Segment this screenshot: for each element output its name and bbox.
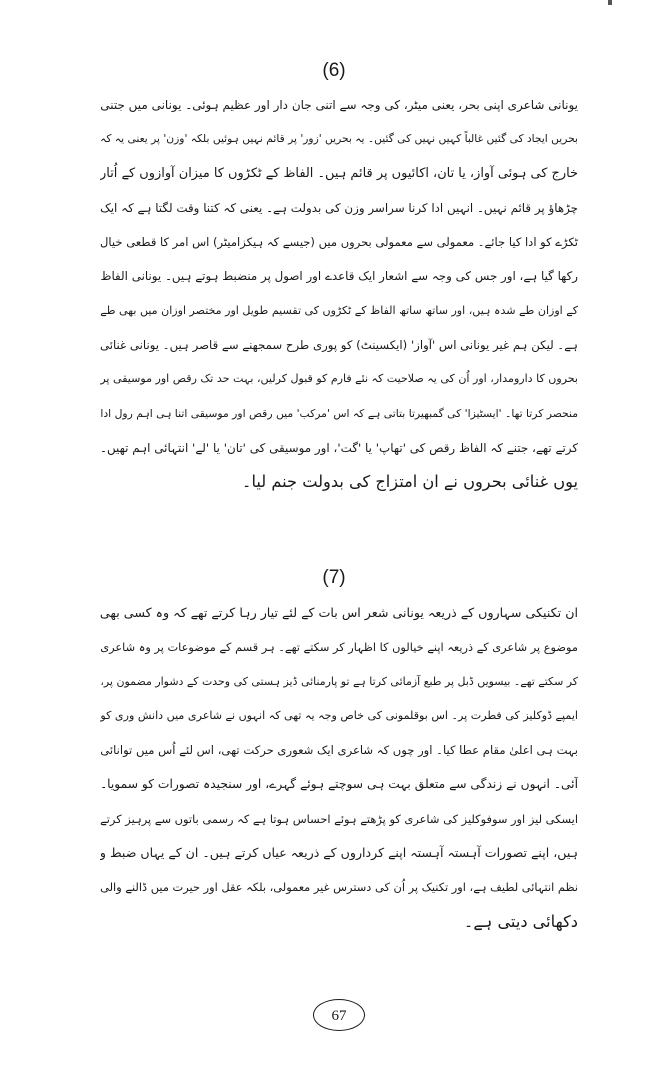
section-number-6: (6) [322, 60, 346, 81]
text-line: بحریں ایجاد کی گئیں غالباً کہیں نہیں کی گئیں۔ یہ بحریں 'زور' پر قائم نہیں ہوئیں بلکہ 'وزن' پر یعنی یہ کہ [100, 132, 578, 146]
page-number: 67 [313, 999, 365, 1031]
text-line: ایمپے ڈوکلیز کی فطرت پر۔ اس بوقلمونی کی خاص وجہ یہ تھی کہ انہوں نے شاعری میں دانش وری کو [100, 708, 578, 722]
text-line: خارج کی ہوئی آواز، یا تان، اکائیوں پر قائم ہیں۔ الفاظ کے ٹکڑوں کا میزان آوازوں کے اُتار [100, 165, 578, 181]
scan-speck [608, 0, 612, 5]
text-line: کرتے تھے، جتنے کہ الفاظ رقص کی 'تھاپ' یا 'گت'، اور موسیقی کی 'تان' یا 'لے' انتہائی اہم تھیں۔ [100, 440, 578, 455]
text-line: بہت ہی اعلیٰ مقام عطا کیا۔ اور چوں کہ شاعری ایک شعوری حرکت تھی، اس لئے اُس میں توانائی [100, 743, 578, 758]
text-line: ان تکنیکی سہاروں کے ذریعہ یونانی شعر اس بات کے لئے تیار رہا کرتے تھے کہ وہ کسی بھی [100, 605, 578, 620]
text-line: ایسکی لیز اور سوفوکلیز کی شاعری کو پڑھتے ہوئے احساس ہوتا ہے کہ رسمی باتوں سے پرہیز کرتے [100, 811, 578, 826]
text-line: موضوع پر شاعری کے ذریعہ اپنے خیالوں کا اظہار کر سکتے تھے۔ ہر قسم کے موضوعات پر وہ شاعری [100, 640, 578, 655]
text-line: ٹکڑے کو ادا کیا جائے۔ معمولی سے معمولی بحروں میں (جیسے کہ ہیکزامیٹر) اس امر کا قطعی خیال [100, 235, 578, 250]
text-line: یوں غنائی بحروں نے ان امتزاج کی بدولت جنم لیا۔ [242, 472, 578, 492]
text-line: کے اوزان طے شدہ ہیں، اور ساتھ ساتھ الفاظ کے ٹکڑوں کی تقسیم طویل اور مختصر اوزان میں بھی طے [100, 303, 578, 317]
text-line: منحصر کرتا تھا۔ 'ایسٹیزا' کی گمبھیرتا بتاتی ہے کہ اس 'مرکب' میں رقص اور موسیقی اتنا ہی اہم رول ادا [100, 406, 578, 420]
section-7-body [100, 596, 578, 939]
text-line: دکھائی دیتی ہے۔ [463, 911, 578, 931]
text-line: بحروں کا دارومدار، اور اُن کی یہ صلاحیت کہ نئے فارم کو قبول کرلیں، بہت حد تک رقص اور موسیقی پر [100, 372, 578, 386]
text-line: یونانی شاعری اپنی بحر، یعنی میٹر، کی وجہ سے اتنی جان دار اور عظیم ہوئی۔ یونانی میں جتنی [100, 98, 578, 112]
section-6-body [100, 88, 578, 500]
text-line: کر سکتے تھے۔ بیسویں ڈبل پر طبع آزمائی کرتا ہے تو پارمنائی ڈیز ہستی کی وحدت کے دشوار مضمون پر، [100, 674, 578, 688]
text-line: ہے۔ لیکن ہم غیر یونانی اس 'آواز' (ایکسینٹ) کو پوری طرح سمجھنے سے قاصر ہیں۔ یونانی غنائی [100, 338, 578, 353]
text-line: نظم انتہائی لطیف ہے، اور تکنیک پر اُن کی دسترس غیر معمولی، بلکہ عقل اور حیرت میں ڈالنے والی [100, 880, 578, 895]
text-line: ہیں، اپنے تصورات آہستہ آہستہ اپنے کرداروں کے ذریعہ عیاں کرتے ہیں۔ ان کے یہاں ضبط و [100, 845, 578, 861]
text-line: آئی۔ انہوں نے زندگی سے متعلق بہت ہی سوچتے ہوئے گہرے، اور سنجیدہ تصورات کو سمویا۔ [100, 777, 578, 792]
text-line: رکھا گیا ہے، اور جس کی وجہ سے اشعار ایک قاعدے اور اصول پر منضبط ہوتے ہیں۔ یونانی الفاظ [100, 269, 578, 284]
section-number-7: (7) [322, 567, 346, 588]
text-line: چڑھاؤ پر قائم نہیں۔ انہیں ادا کرنا سراسر وزن کی بدولت ہے۔ یعنی کہ کتنا وقت لگتا ہے کہ ایک [100, 200, 578, 215]
